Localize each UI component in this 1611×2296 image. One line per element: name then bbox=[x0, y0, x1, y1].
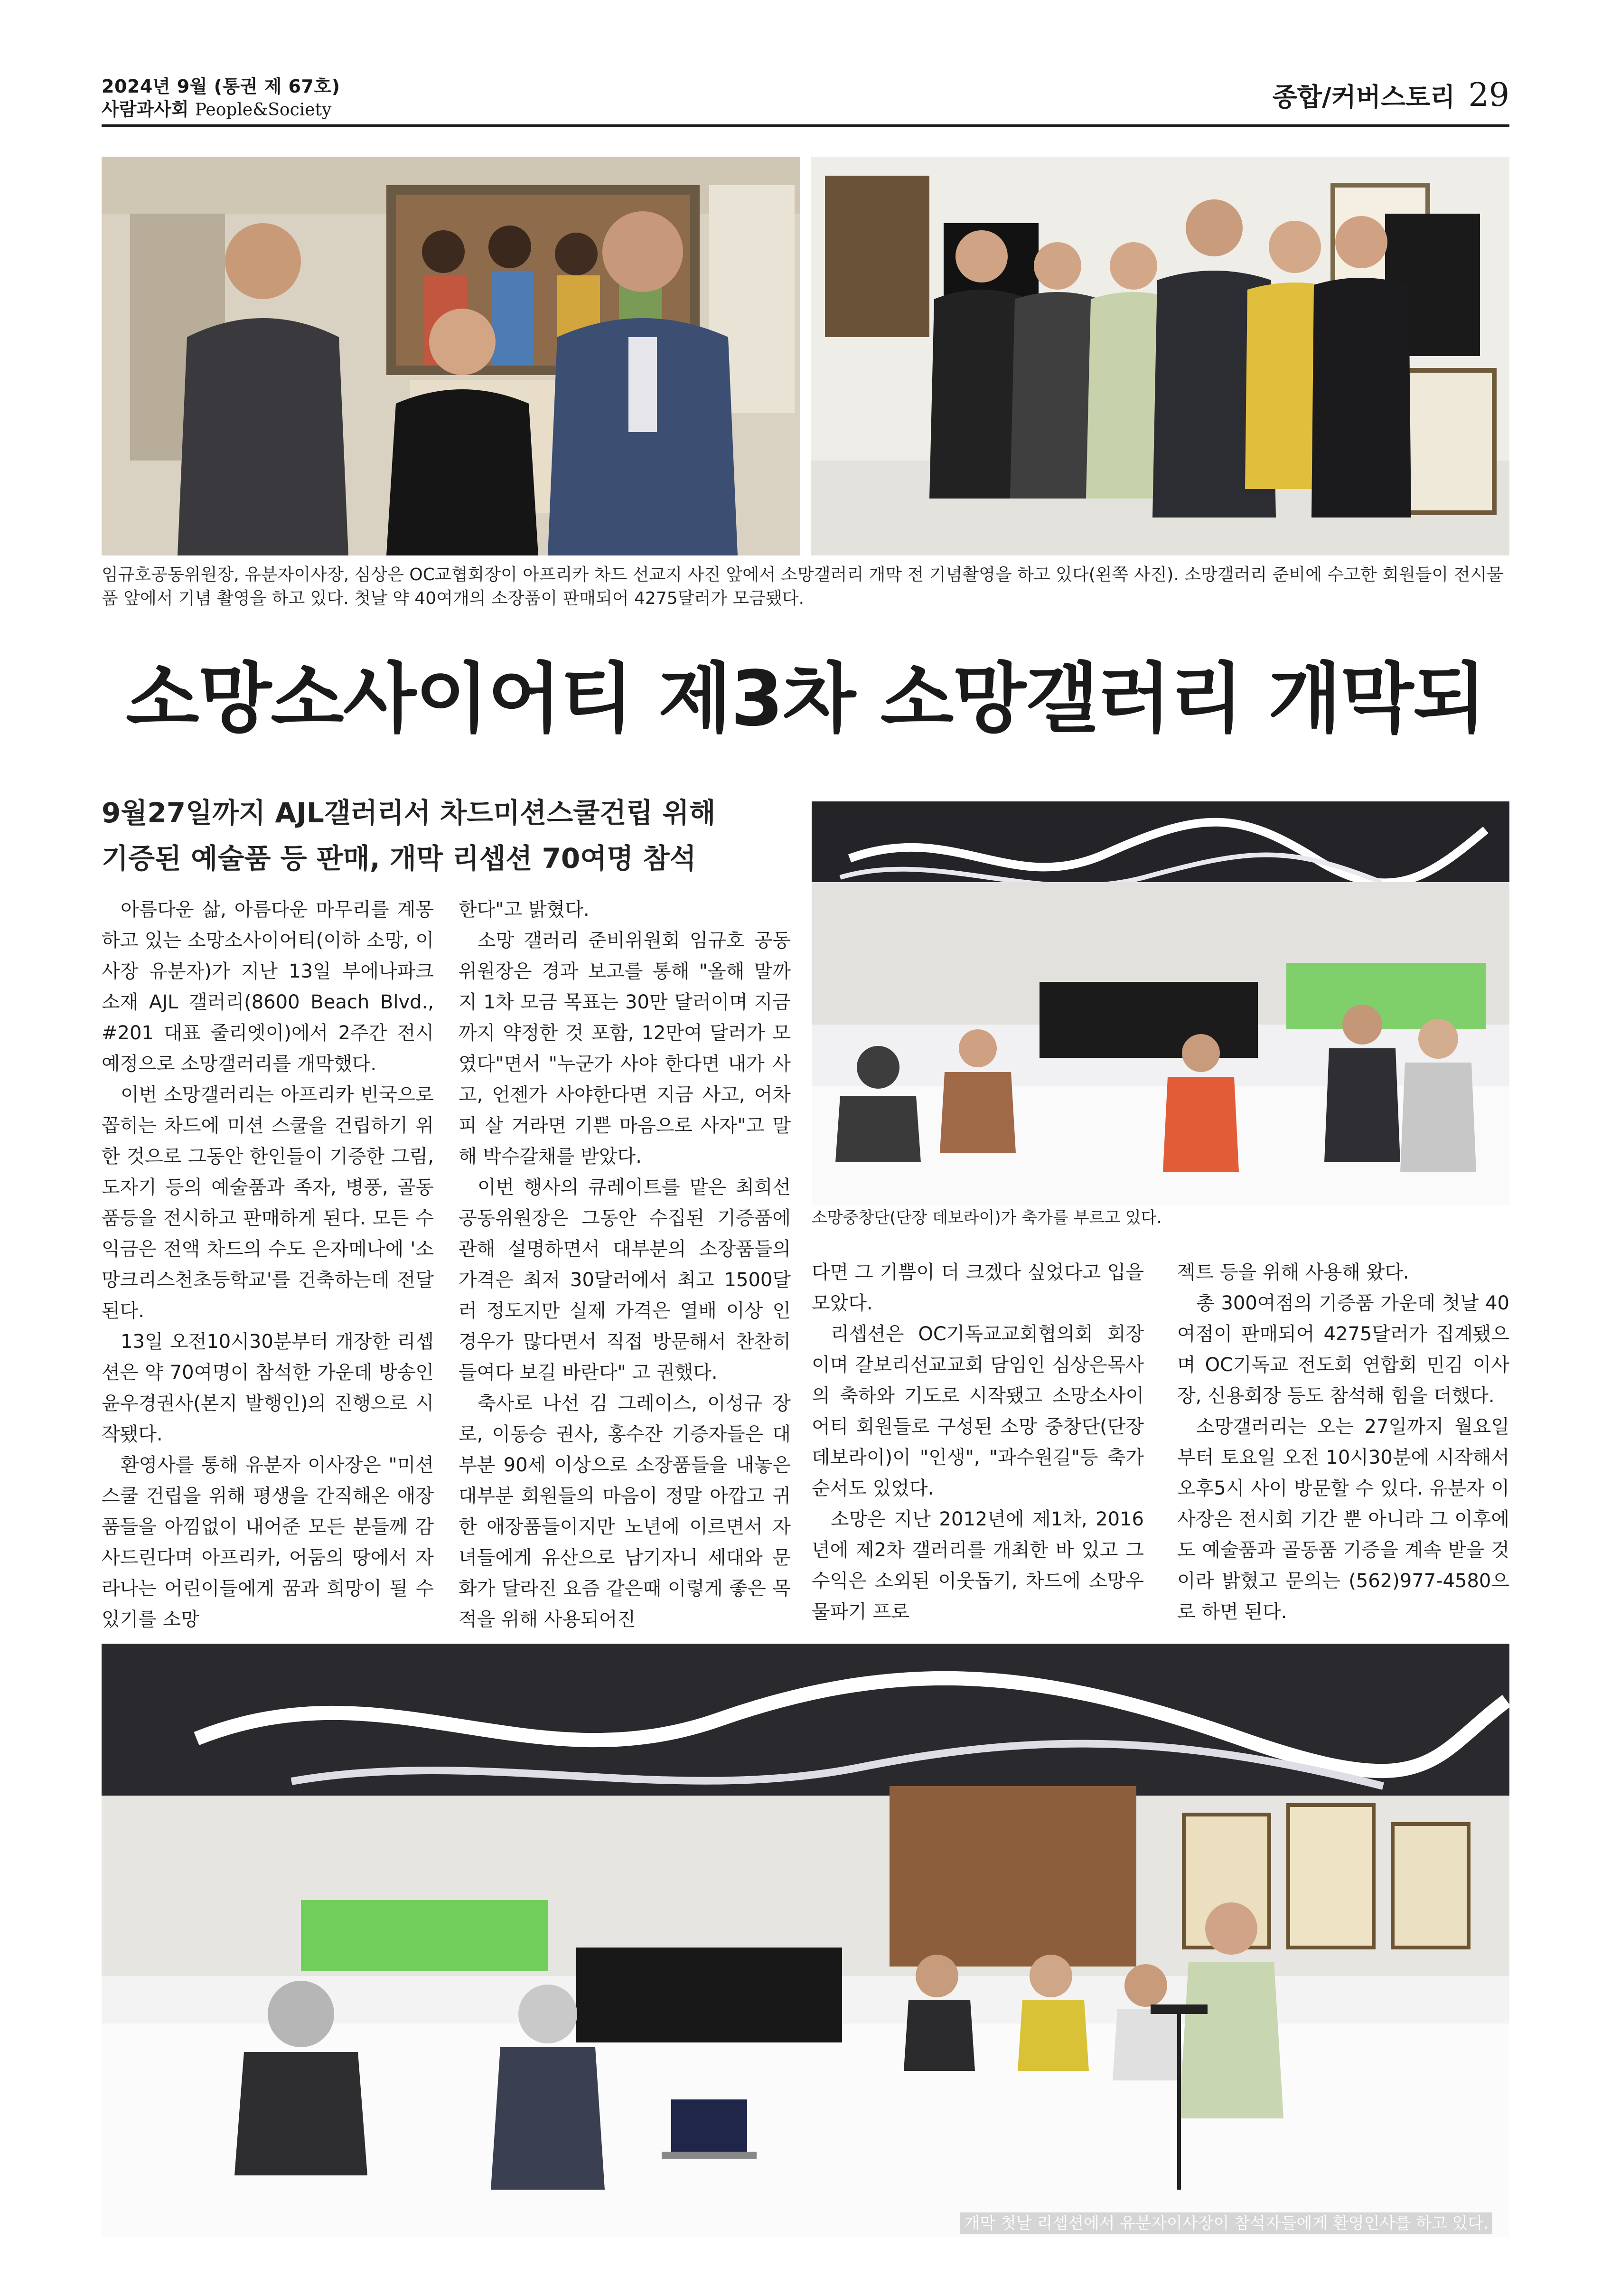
paragraph: 젝트 등을 위해 사용해 왔다. bbox=[1177, 1261, 1409, 1283]
paragraph: 소망 갤러리 준비위원회 임규호 공동위원장은 경과 보고를 통해 "올해 말까지 1차 모금 목표는 30만 달러이며 지금까지 약정한 것 포함, 12만여 달러가 모였다"면서 "누군가 사야 한다면 내가 사고, 언젠가 사야한다면 지금 사고, 어차피 살 거라면 기쁜 마음으로 사자"고 말해 박수갈채를 받았다. bbox=[459, 930, 791, 1167]
masthead-left bbox=[102, 75, 340, 122]
headline: 소망소사이어티 제3차 소망갤러리 개막되 bbox=[126, 654, 1485, 743]
subheadline bbox=[102, 790, 790, 881]
photo-bottom bbox=[102, 1644, 1509, 2237]
paragraph: 한다"고 밝혔다. bbox=[459, 899, 590, 921]
article-column-2 bbox=[459, 894, 791, 1635]
photo-top-right bbox=[811, 157, 1509, 555]
paragraph: 리셉션은 OC기독교교회협의회 회장이며 갈보리선교교회 담임인 심상은목사의 축하와 기도로 시작됐고 소망소사이어티 회원들로 구성된 소망 중창단(단장 데보라이)이 "인생", "과수원길"등 축가 순서도 있었다. bbox=[812, 1323, 1144, 1499]
paragraph: 13일 오전10시30분부터 개장한 리셉션은 약 70여명이 참석한 가운데 방송인 윤우경권사(본지 발행인)의 진행으로 시작됐다. bbox=[102, 1331, 434, 1445]
paragraph: 이번 행사의 큐레이트를 맡은 최희선 공동위원장은 그동안 수집된 기증품에 관해 설명하면서 대부분의 소장품들의 가격은 최저 30달러에서 최고 1500달러 정도지만 실제 가격은 열배 이상 인 경우가 많다면서 직접 방문해서 찬찬히 들여다 보길 바란다" 고 권했다. bbox=[459, 1176, 791, 1383]
article-column-3 bbox=[812, 1257, 1144, 1628]
page-number: 29 bbox=[1468, 76, 1509, 114]
paper-name-kr: 사람과사회 bbox=[102, 99, 189, 120]
header-rule bbox=[102, 124, 1509, 127]
paper-name-en: People&Society bbox=[195, 100, 332, 120]
issue-date: 2024년 9월 (통권 제 67호) bbox=[102, 76, 340, 97]
subheadline-line2: 기증된 예술품 등 판매, 개막 리셉션 70여명 참석 bbox=[102, 842, 696, 875]
subheadline-line1: 9월27일까지 AJL갤러리서 차드미션스쿨건립 위해 bbox=[102, 797, 716, 829]
section-name: 종합/커버스토리 bbox=[1272, 82, 1455, 112]
photo-middle-right bbox=[812, 801, 1509, 1205]
paragraph: 총 300여점의 기증품 가운데 첫날 40여점이 판매되어 4275달러가 집계됐으며 OC기독교 전도회 연합회 민김 이사장, 신용회장 등도 참석해 힘을 더했다. bbox=[1177, 1292, 1509, 1407]
paragraph: 소망갤러리는 오는 27일까지 월요일부터 토요일 오전 10시30분에 시작해서 오후5시 사이 방문할 수 있다. 유분자 이사장은 전시회 기간 뿐 아니라 그 이후에도 예술품과 골동품 기증을 계속 받을 것이라 밝혔고 문의는 (562)977-4580으로 하면 된다. bbox=[1177, 1416, 1509, 1623]
paragraph: 아름다운 삶, 아름다운 마무리를 계몽하고 있는 소망소사이어티(이하 소망, 이사장 유분자)가 지난 13일 부에나파크 소재 AJL 갤러리(8600 Beach Blvd., #201 대표 줄리엣이)에서 2주간 전시 예정으로 소망갤러리를 개막했다. bbox=[102, 899, 434, 1075]
paragraph: 환영사를 통해 유분자 이사장은 "미션스쿨 건립을 위해 평생을 간직해온 애장품들을 아낌없이 내어준 모든 분들께 감사드린다며 아프리카, 어둠의 땅에서 자라나는 어린이들에게 꿈과 희망이 될 수 있기를 소망 bbox=[102, 1454, 434, 1630]
paragraph: 축사로 나선 김 그레이스, 이성규 장로, 이동승 권사, 홍수잔 기증자들은 대부분 90세 이상으로 소장품들을 내놓은 대부분 회원들의 마음이 정말 아깝고 귀한 애장품들이지만 노년에 이르면서 자녀들에게 유산으로 남기자니 세대와 문화가 달라진 요즘 같은때 이렇게 좋은 목적을 위해 사용되어진 bbox=[459, 1393, 791, 1630]
article-column-1 bbox=[102, 894, 434, 1635]
paper-name bbox=[102, 98, 340, 122]
caption-top: 임규호공동위원장, 유분자이사장, 심상은 OC교협회장이 아프리카 차드 선교지 사진 앞에서 소망갤러리 개막 전 기념촬영을 하고 있다(왼쪽 사진). 소망갤러리 준비에 수고한 회원들이 전시물품 앞에서 기념 촬영을 하고 있다. 첫날 약 40여개의 소장품이 판매되어 4275달러가 모금됐다. bbox=[102, 565, 1503, 608]
paragraph: 이번 소망갤러리는 아프리카 빈국으로 꼽히는 차드에 미션 스쿨을 건립하기 위한 것으로 그동안 한인들이 기증한 그림, 도자기 등의 예술품과 족자, 병풍, 골동품등을 전시하고 판매하게 된다. 모든 수익금은 전액 차드의 수도 은자메나에 '소망크리스천초등학교'를 건축하는데 전달된다. bbox=[102, 1084, 434, 1322]
photo-top-left bbox=[102, 157, 800, 555]
caption-bottom: 개막 첫날 리셉션에서 유분자이사장이 참석자들에게 환영인사를 하고 있다. bbox=[960, 2212, 1492, 2234]
masthead-right bbox=[1272, 76, 1509, 114]
paragraph: 소망은 지난 2012년에 제1차, 2016년에 제2차 갤러리를 개최한 바 있고 그 수익은 소외된 이웃돕기, 차드에 소망우물파기 프로 bbox=[812, 1508, 1144, 1623]
paragraph: 다면 그 기쁨이 더 크겠다 싶었다고 입을 모았다. bbox=[812, 1261, 1144, 1314]
caption-middle: 소망중창단(단장 데보라이)가 축가를 부르고 있다. bbox=[812, 1208, 1162, 1227]
article-column-4 bbox=[1177, 1257, 1509, 1628]
